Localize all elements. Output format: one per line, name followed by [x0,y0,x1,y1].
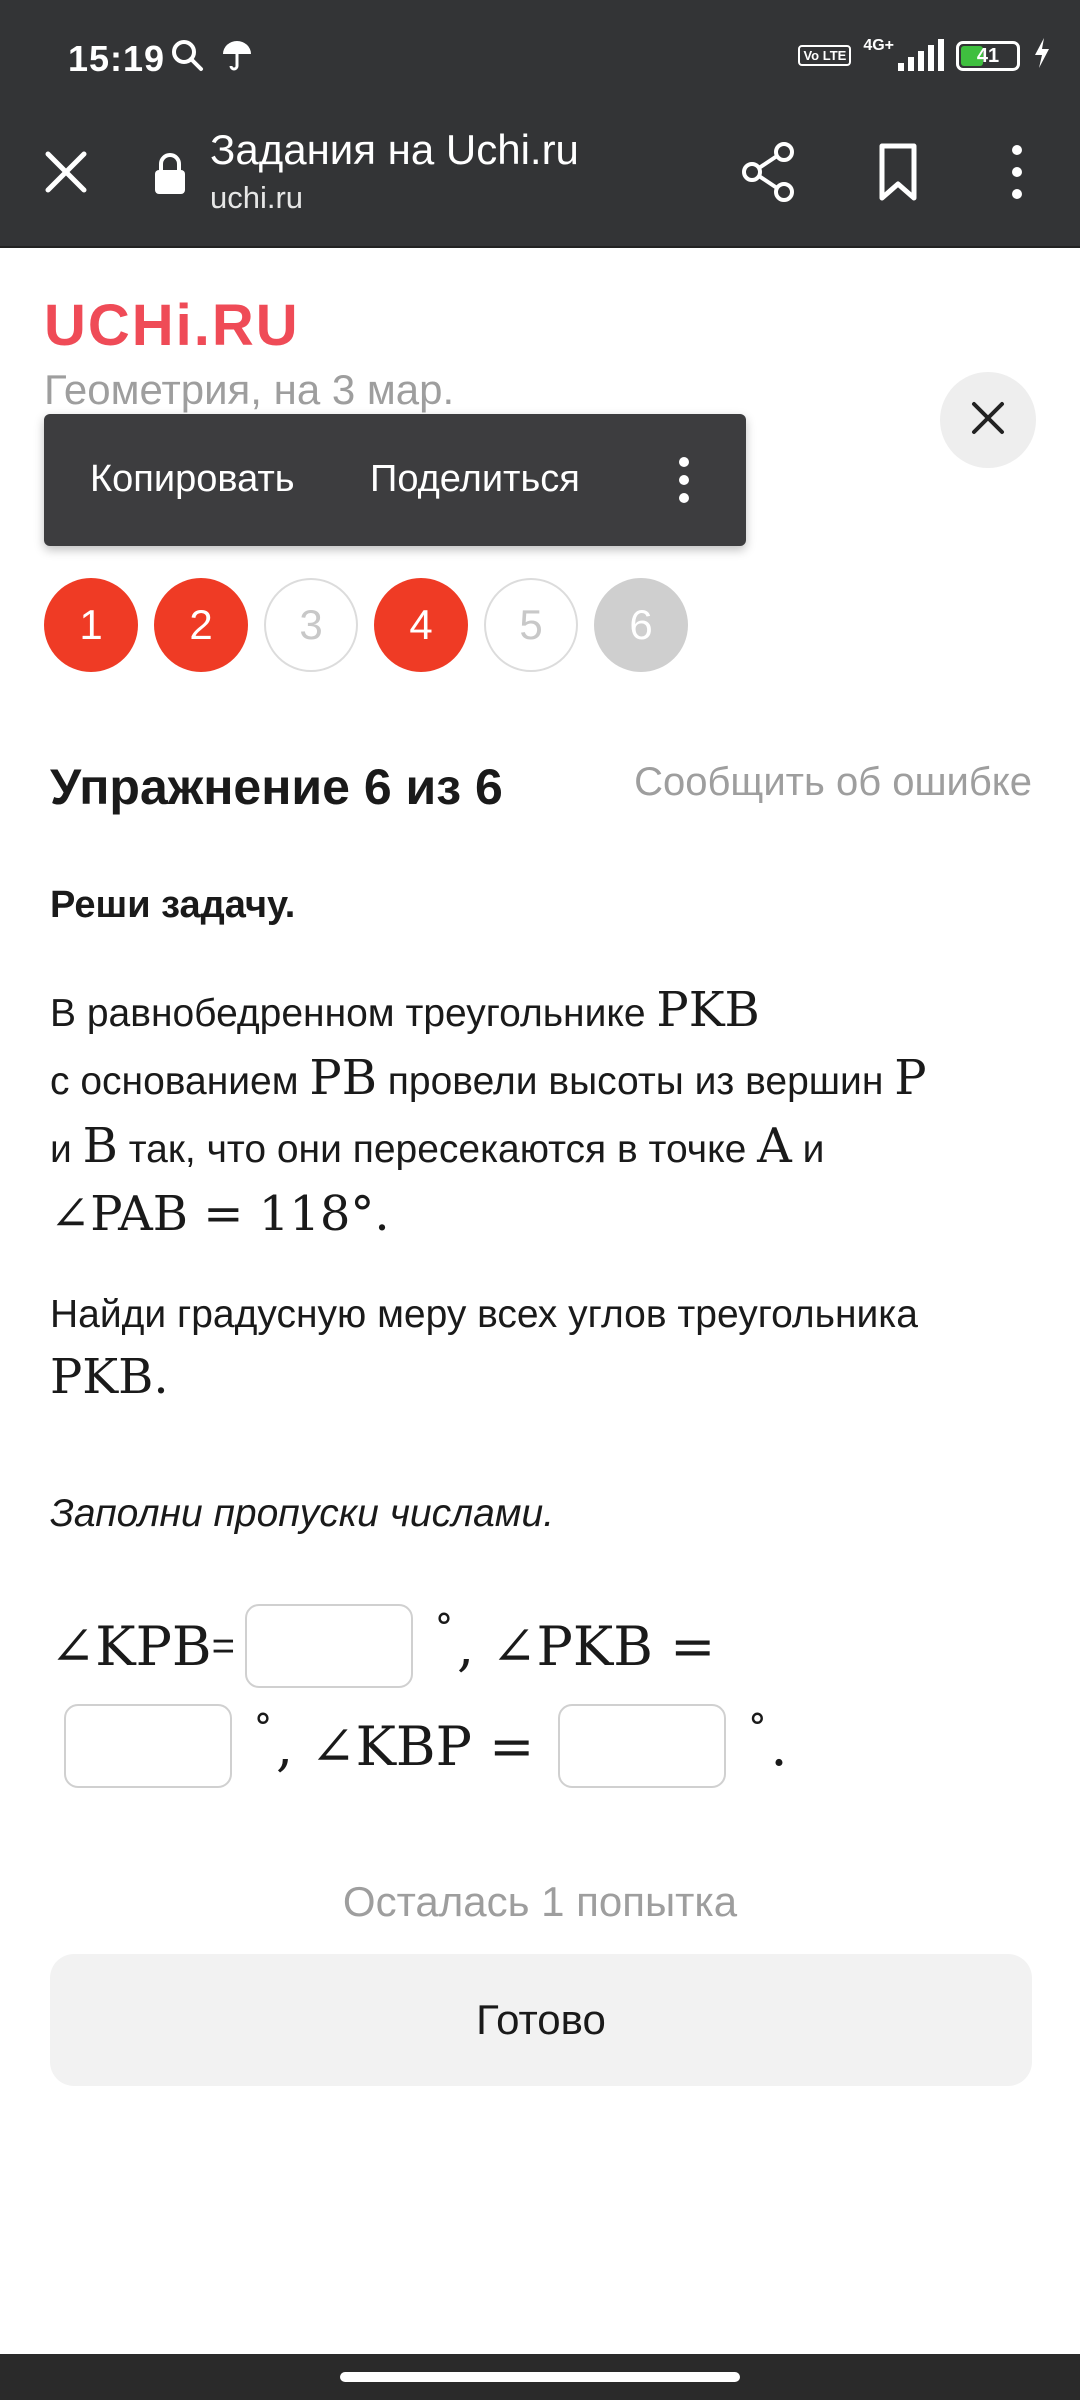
equals-sign: = [211,1623,235,1668]
degree-sign: ° [748,1707,767,1749]
period: . [770,1714,788,1778]
step-5[interactable]: 5 [484,578,578,672]
step-4[interactable]: 4 [374,578,468,672]
report-error-link[interactable]: Сообщить об ошибке [634,760,1032,804]
math-base: PB [309,1050,377,1106]
page-title[interactable]: Задания на Uchi.ru [210,126,579,173]
bookmark-icon[interactable] [876,142,920,207]
attempts-left: Осталась 1 попытка [342,1878,738,1925]
math-vertex-b: B [82,1118,118,1174]
network-type: 4G+ [863,36,894,54]
more-vert-icon[interactable] [1000,140,1034,209]
share-icon[interactable] [738,140,798,209]
share-menu-item[interactable]: Поделиться [370,458,580,500]
problem-text [50,978,1040,1250]
math-triangle: PKB. [50,1349,169,1405]
step-6[interactable]: 6 [594,578,688,672]
umbrella-icon [220,38,254,77]
close-icon [970,400,1006,441]
battery-level: 41 [976,44,1000,67]
problem-text-part: В равнобедренном треугольнике [50,992,657,1035]
problem-text-part: и [791,1128,825,1171]
degree-sign: ° [434,1607,453,1649]
done-button[interactable]: Готово [50,1954,1032,2086]
search-icon [170,38,204,77]
question-text-part: Найди градусную меру всех углов треугольника [50,1293,918,1336]
problem-text-part: с основанием [50,1060,310,1103]
clock: 15:19 [68,38,166,79]
math-point-a: A [757,1118,792,1174]
fill-hint: Заполни пропуски числами. [50,1492,555,1535]
math-vertex-p: P [894,1050,927,1106]
exercise-title: Упражнение 6 из 6 [50,759,503,815]
close-exercise-button[interactable] [940,372,1036,468]
answer-line [50,1704,788,1788]
angle-pkb-input[interactable] [64,1704,232,1788]
more-vert-icon[interactable] [674,454,694,511]
home-gesture-handle[interactable] [340,2372,740,2382]
angle-kbp-label: , ∠KBP = [276,1714,535,1778]
math-triangle: PKB [656,982,760,1038]
battery-icon [956,41,1020,71]
copy-menu-item[interactable]: Копировать [90,458,295,500]
math-angle: ∠PAB = 118°. [50,1186,390,1242]
page-url[interactable]: uchi.ru [210,180,304,215]
step-2[interactable]: 2 [154,578,248,672]
step-3[interactable]: 3 [264,578,358,672]
subject-subtitle: Геометрия, на 3 мар. [44,366,455,413]
charging-icon [1032,36,1052,75]
step-1[interactable]: 1 [44,578,138,672]
browser-toolbar [0,118,1080,248]
volte-icon: Vo LTE [798,45,851,66]
status-bar [0,0,1080,118]
system-nav-bar [0,2354,1080,2400]
signal-icon [898,41,944,71]
question-text [50,1284,1040,1412]
uchi-logo: UCHi.RU [44,293,300,358]
instruction: Реши задачу. [50,884,296,926]
status-indicators [798,36,1052,75]
angle-kbp-input[interactable] [558,1704,726,1788]
angle-pkb-label: , ∠PKB = [456,1614,716,1678]
problem-text-part: провели высоты из вершин [376,1060,895,1103]
answer-line [50,1604,715,1688]
text-selection-menu [44,414,746,546]
degree-sign: ° [254,1707,272,1749]
problem-text-part: и [50,1128,83,1171]
close-tab-icon[interactable] [40,146,92,198]
angle-kpb-input[interactable] [245,1604,413,1688]
lock-icon[interactable] [152,152,188,201]
problem-text-part: так, что они пересекаются в точке [117,1128,758,1171]
exercise-progress [44,578,688,672]
angle-kpb-label: ∠KPB [50,1614,212,1678]
